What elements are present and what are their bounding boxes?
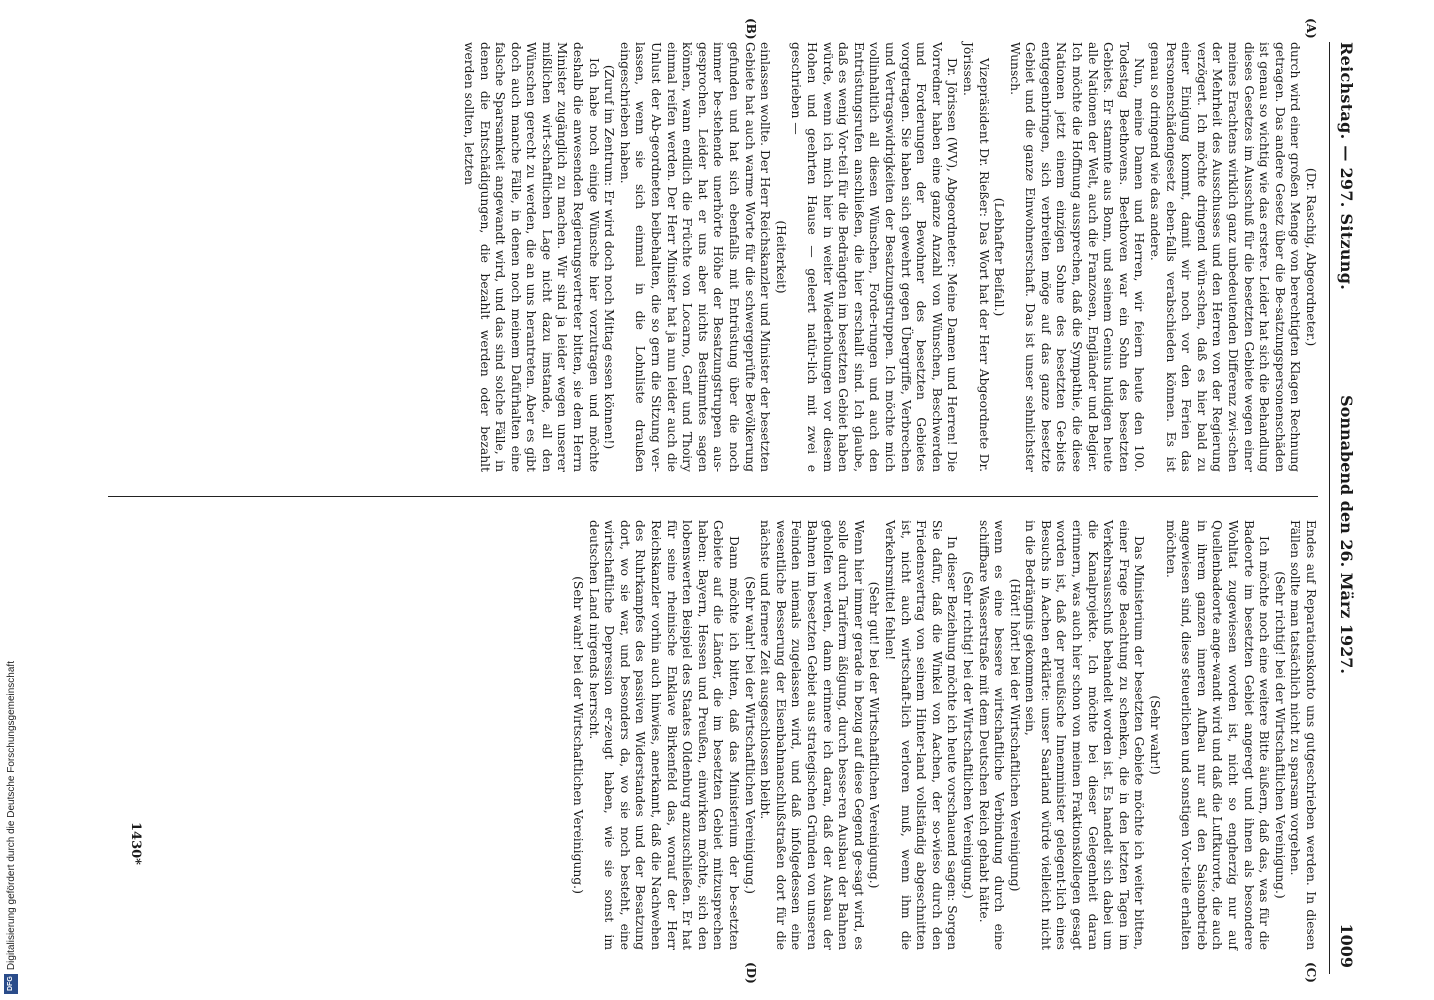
interjection: (Sehr gut! bei der Wirtschaftlichen Vereinigung.) <box>867 581 882 889</box>
paragraph: Ich möchte noch eine weitere Bitte äußern, daß das, was für die Badeorte im besetzten Gebiet angeregt und ihnen als besondere Wohltat zugewiesen worden ist, nicht so engherzig nur auf Quellenbadeorte ange-wandt wird und daß die Luftkurorte, die auch in ihrem ganzen inneren Aufbau nur auf den Saisonbetrieb angewiesen sind, diese steuerlichen und sonstigen Vor-teile erhalten möchten. <box>1163 520 1272 950</box>
margin-mark-a: (A) <box>1304 18 1318 39</box>
paragraph: Ich habe noch einige Wünsche hier vorzutragen und möchte deshalb die anwesenden Regierungsvertreter bitten, sie dem Herrn Minister zugänglich zu machen. Wir sind ja leider wegen unserer mißlichen wirt-schaftlichen Lage nicht dazu imstande, all den Wünschen gerecht zu werden, die an uns herantreten. Aber es gibt doch auch manche Fälle, in denen noch meinem Dafürhalten eine falsche Sparsamkeit angewandt wird, und das sind solche Fälle, in denen die Entschädigungen, die bezahlt werden oder bezahlt werden sollten, letzten <box>461 42 601 472</box>
printer-signature: 1430* <box>128 822 143 865</box>
right-column <box>570 520 1319 950</box>
paragraph: einlassen wollte. Der Herr Reichskanzler und Minister der besetzten Gebiete hat auch warme Worte für die schwergeprüfte Bevölkerung gefunden und hat sich ebenfalls mit Entrüstung über die noch immer be-stehende unerhörte Höhe der Besatzungstruppen aus-gesprochen. Leider hat er uns aber nichts Bestimmtes sagen können, wann endlich die Früchte von Locarno, Genf und Thoiry einmal reifen werden. Der Herr Minister hat ja nun leider auch die Unlust der Ab-geordneten beibehalten, die so gern die Sitzung ver-lassen, wenn sie sich einmal in die Lohnliste draußen eingeschrieben haben. <box>617 42 773 472</box>
interjection: (Sehr wahr!) <box>1148 695 1163 775</box>
rotated-document-page <box>68 18 1358 984</box>
paragraph: Das Ministerium der besetzten Gebiete möchte ich weiter bitten, einer Frage Beachtung zu schenken, die in den letzten Tagen im Verkehrsausschuß behandelt worden ist. Es handelt sich dabei um die Kanalprojekte. Ich möchte bei dieser Gelegenheit daran erinnern, was auch hier schon von meinen Fraktionskollegen gesagt worden ist, daß der preußische Innenminister gelegent-lich eines Besuchs in Aachen erklärte: unser Saarland würde vielleicht nicht in die Bedrängnis gekommen sein, <box>1023 520 1147 950</box>
paragraph: Dann möchte ich bitten, daß das Ministerium der be-setzten Gebiete auf die Länder, die im besetzten Gebiet mitzusprechen haben: Bayern, Hessen und Preußen, einwirken möchte, sich den lobenswerten Beispiel des Staates Oldenburg anzuschließen. Er hat für seine rheinische Enklave Birkenfeld das, worauf der Herr Reichskanzler vorhin auch hinwies, anerkannt, daß die Nachwehen des Ruhrkampfes des passiven Widerstandes und der Besatzung dort, wo sie war, und besonders da, wo sie noch besteht, eine wirtschaftliche Depression er-zeugt haben, wie sie sonst im deutschen Land nirgends herrscht. <box>586 520 742 950</box>
interjection: (Heiterkeit) <box>773 220 788 294</box>
paragraph: Vizepräsident Dr. Rießer: Das Wort hat der Herr Abgeordnete Dr. Jörissen. <box>960 42 991 472</box>
paragraph: durch wird einer großen Menge von berechtigten Klagen Rechnung getragen. Das andere Gesetz über die Be-satzungspersonenschäden ist genau so wichtig wie das erstere. Leider hat sich die Behandlung dieses Gesetzes im Ausschuß für die besetzten Gebiete wegen einer meines Erachtens wirklich ganz unbedeutenden Differenz zwi-schen der Mehrheit des Ausschusses und den Herren von der Regierung verzögert. Ich möchte dringend wün-schen, daß es hier bald zu einer Einigung kommt, damit wir noch vor den Ferien das Personenschädengesetz eben-falls verabschieden können. Es ist genau so dringend wie das andere. <box>1148 42 1303 472</box>
page-header <box>1328 42 1358 974</box>
paragraph: Endes auf Reparationskonto uns gutgeschrieben werden. In diesen Fällen sollte man tatsächlich nicht zu sparsam vorgehen. <box>1288 520 1318 950</box>
digitization-credit: Digitalisierung gefördert durch die Deutsche Forschungsgemeinschaft <box>6 660 17 970</box>
paragraph: In dieser Beziehung möchte ich heute vorschauend sagen: Sorgen Sie dafür, daß die Winkel von Aachen, der so-wieso durch den Friedensvertrag von seinem Hinter-land vollständig abgeschnitten ist, nicht auch wirtschaft-lich verloren muß, wenn ihm die Verkehrsmittel fehlen! <box>882 520 960 950</box>
page-number: 1009 <box>1337 923 1356 968</box>
paragraph: Dr. Jörissen (WV), Abgeordneter: Meine Damen und Herren! Die Vorredner haben eine ganze Anzahl von Wünschen, Beschwerden und Forderungen der Bewohner des besetzten Gebietes vorgetragen. Sie haben sich gewehrt gegen Übergriffe, Verbrechen und Vertragswidrigkeiten der Besatzungstruppen. Ich möchte mich vollinhaltlich all diesen Wünschen, Forde-rungen und auch den Entrüstungsrufen anschließen, die hier erschallt sind. Ich glaube, daß es wenig Vor-teil für die Bedrängten im besetzten Gebiet haben würde, wenn ich mich hier in weiter Wiederholungen vor diesem Hohen und geehrten Hause — geleert natür-lich mit zwei e geschrieben — <box>789 42 960 472</box>
paragraph: Wenn hier immer gerade in bezug auf diese Gegend ge-sagt wird, es solle durch Tariferm äßigung, durch besse-ren Ausbau der Bahnen geholfen werden, dann erinnere ich daran, daß der Ausbau der Bahnen im besetzten Gebiet aus strategischen Gründen von unseren Feinden niemals zugelassen wird, und daß infolgedessen eine wesentliche Besserung der Eisenbahnanschlußstraßen dort für die nächste und fernere Zeit ausgeschlossen bleibt. <box>758 520 866 950</box>
speaker-continuation: (Dr. Raschig, Abgeordneter.) <box>1304 167 1318 347</box>
header-date: Sonnabend den 26. März 1927. <box>1337 395 1356 674</box>
interjection: (Sehr richtig! bei der Wirtschaftlichen Vereinigung.) <box>960 571 975 899</box>
paragraph: wenn es eine bessere wirtschaftliche Verbindung durch eine schiffbare Wasserstraße mit dem Deutschen Reich gehabt hätte. <box>976 520 1007 950</box>
interjection: (Lebhafter Beifall.) <box>992 197 1007 317</box>
interjection: (Sehr richtig! bei der Wirtschaftlichen Vereinigung.) <box>1272 571 1287 899</box>
header-session: Reichstag. — 297. Sitzung. <box>1337 42 1356 291</box>
left-column <box>460 42 1318 472</box>
margin-mark-d: (D) <box>744 962 758 984</box>
interjection: (Sehr wahr! bei der Wirtschaftlichen Vereinigung.) <box>742 576 757 894</box>
interjection: (Zuruf im Zentrum: Er wird doch noch Mittag essen können!) <box>602 64 617 450</box>
dfg-logo: DFG <box>4 974 18 994</box>
interjection: (Hört! hört! bei der Wirtschaftlichen Vereinigung) <box>1007 578 1022 892</box>
interjection: (Sehr wahr! bei der Wirtschaftlichen Vereinigung.) <box>571 576 586 894</box>
margin-mark-c: (C) <box>1304 962 1318 983</box>
margin-mark-b: (B) <box>744 18 758 40</box>
header-rule <box>1329 42 1330 974</box>
paragraph: Nun, meine Damen und Herren, wir feiern heute den 100. Todestag Beethovens. Beethoven war ein Sohn des besetzten Gebiets. Er stammte aus Bonn, und seinem Genius huldigen heute alle Nationen der Welt, auch die Franzosen, Engländer und Belgier. Ich möchte die Hoffnung aussprechen, daß die Sympathie, die diese Nationen jetzt einem einzigen Sohne des besetzten Ge-biets entgegenbringen, sich verbreiten möge auf das ganze besetzte Gebiet und die ganze Einwohnerschaft. Das ist unser sehnlichster Wunsch. <box>1007 42 1147 472</box>
column-divider <box>108 496 1318 497</box>
